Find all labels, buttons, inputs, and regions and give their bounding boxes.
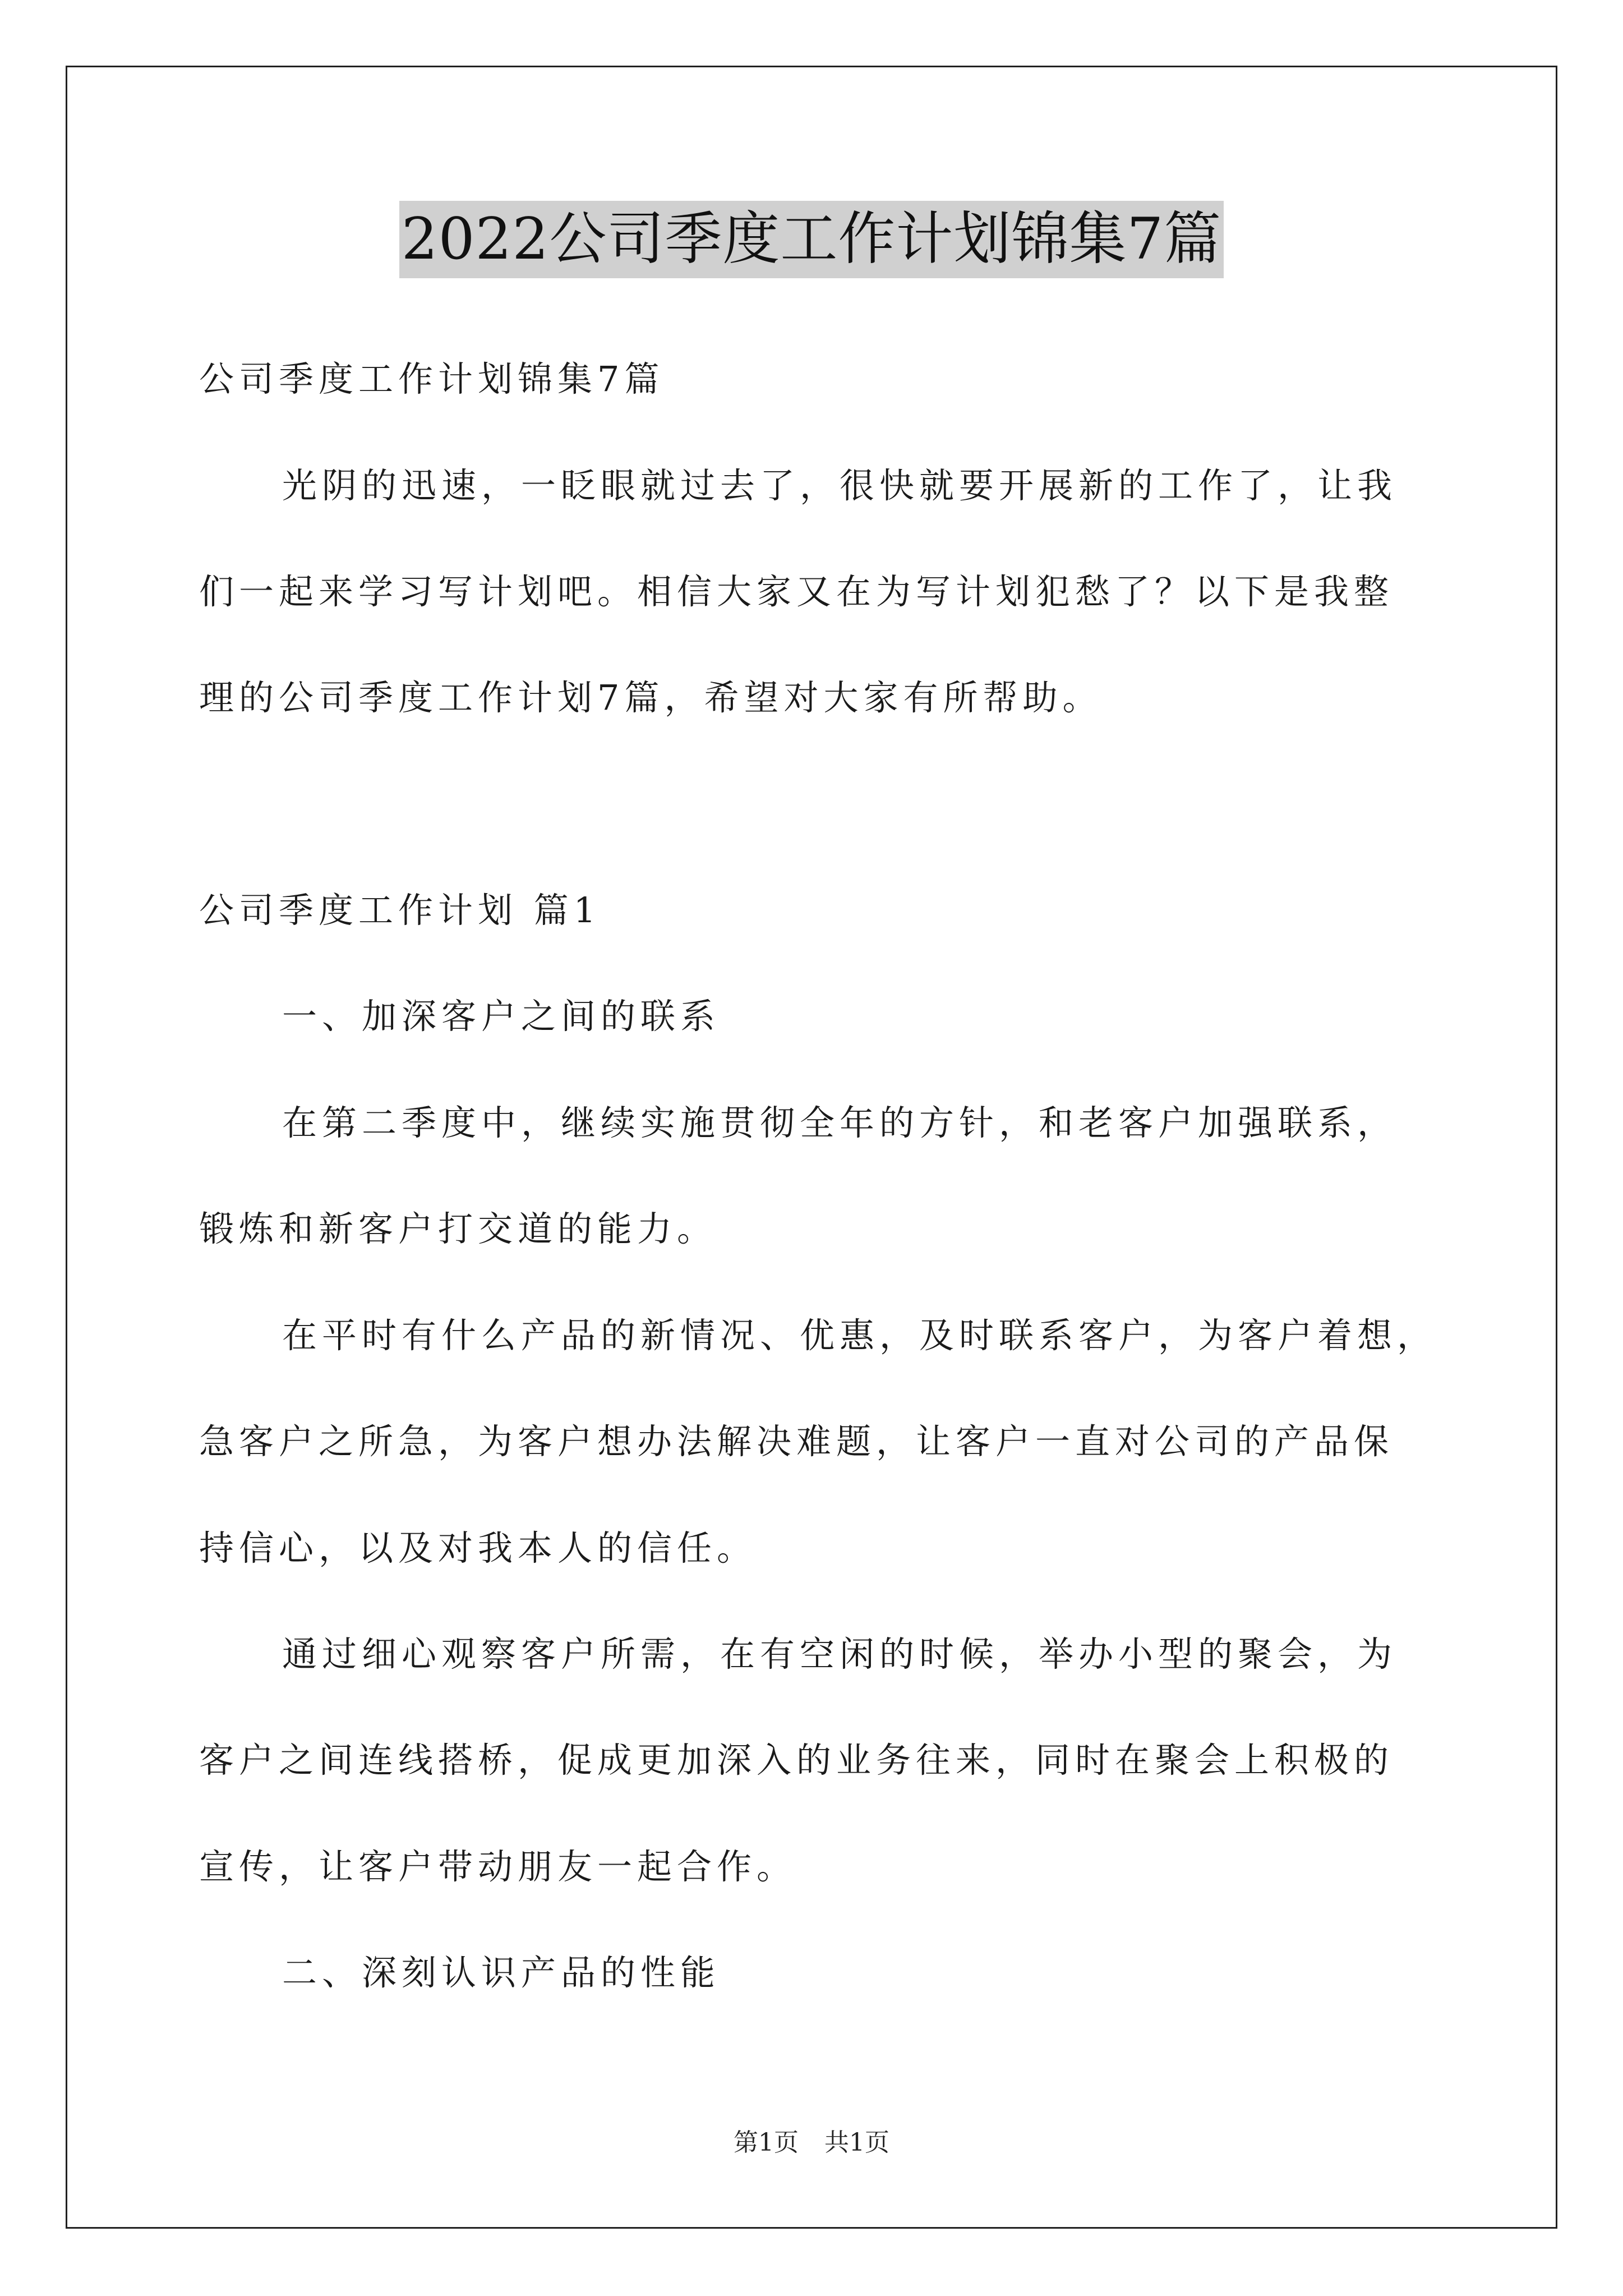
title-container [0,201,1623,278]
paragraph-line: 在平时有什么产品的新情况、优惠，及时联系客户，为客户着想， [282,1315,1437,1356]
page-footer [0,2126,1623,2160]
document-subtitle: 公司季度工作计划锦集7篇 [199,358,665,399]
page-number: 第1页 [734,2128,799,2157]
intro-line: 理的公司季度工作计划7篇，希望对大家有所帮助。 [199,677,1103,718]
document-title: 2022公司季度工作计划锦集7篇 [399,201,1224,278]
section-heading: 公司季度工作计划 篇1 [199,890,601,931]
paragraph-line: 宣传，让客户带动朋友一起合作。 [199,1846,797,1887]
item-heading: 一、加深客户之间的联系 [282,996,721,1037]
paragraph-line: 锻炼和新客户打交道的能力。 [199,1208,717,1249]
page-total: 共1页 [824,2128,889,2157]
paragraph-line: 通过细心观察客户所需，在有空闲的时候，举办小型的聚会，为 [282,1634,1398,1674]
intro-line: 光阴的迅速，一眨眼就过去了，很快就要开展新的工作了，让我 [282,465,1398,506]
paragraph-line: 在第二季度中，继续实施贯彻全年的方针，和老客户加强联系， [282,1102,1398,1143]
paragraph-line: 客户之间连线搭桥，促成更加深入的业务往来，同时在聚会上积极的 [199,1740,1394,1780]
item-heading: 二、深刻认识产品的性能 [282,1952,721,1993]
paragraph-line: 急客户之所急，为客户想办法解决难题，让客户一直对公司的产品保 [199,1421,1394,1462]
intro-line: 们一起来学习写计划吧。相信大家又在为写计划犯愁了？以下是我整 [199,571,1394,612]
paragraph-line: 持信心，以及对我本人的信任。 [199,1527,757,1568]
